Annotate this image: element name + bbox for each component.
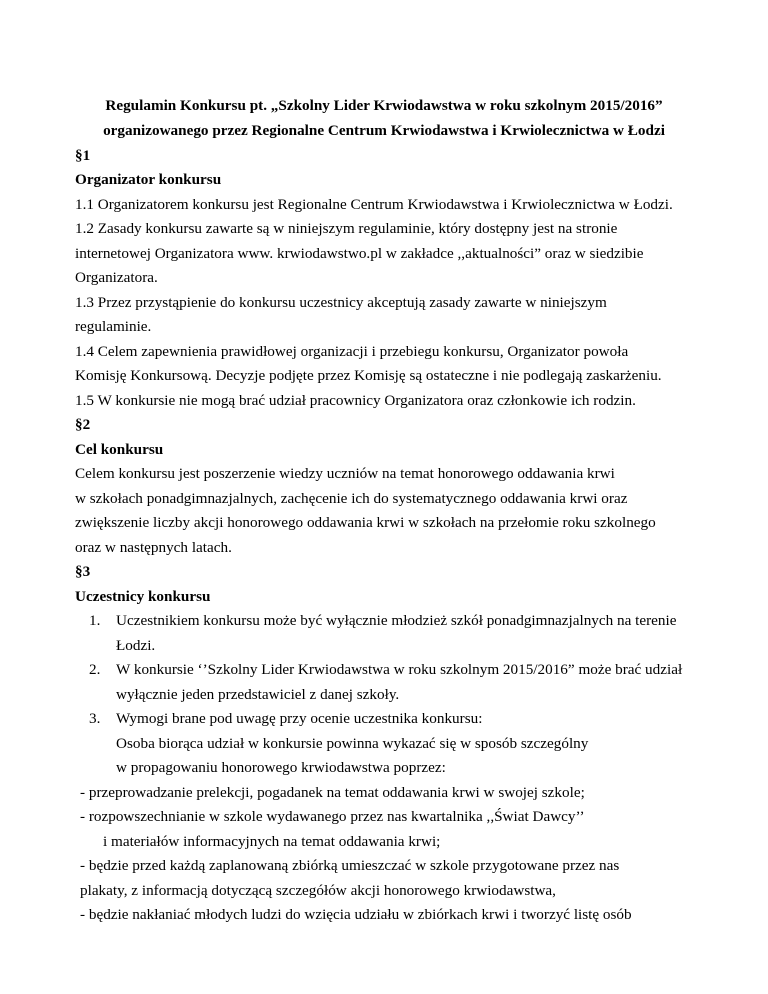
list-item-line: Wymogi brane pod uwagę przy ocenie uczestnika konkursu: — [116, 710, 483, 727]
list-item-line: Łodzi. — [116, 637, 156, 654]
list-item-line: Uczestnikiem konkursu może być wyłącznie młodzież szkół ponadgimnazjalnych na terenie — [116, 612, 677, 629]
section-2-heading: Cel konkursu — [75, 441, 164, 458]
section-1-paragraph-line: 1.5 W konkursie nie mogą brać udział pracownicy Organizatora oraz członkowie ich rodzin. — [75, 392, 636, 409]
bullet-line: plakaty, z informacją dotyczącą szczegółów akcji honorowego krwiodawstwa, — [80, 882, 556, 899]
section-1-paragraph-line: Komisję Konkursową. Decyzje podjęte przez Komisję są ostateczne i nie podlegają zaskarżeniu. — [75, 367, 662, 384]
document-title-line-2: organizowanego przez Regionalne Centrum Krwiodawstwa i Krwiolecznictwa w Łodzi — [103, 122, 665, 139]
section-2-paragraph-line: w szkołach ponadgimnazjalnych, zachęcenie ich do systematycznego oddawania krwi oraz — [75, 490, 628, 507]
section-2-paragraph-line: oraz w następnych latach. — [75, 539, 232, 556]
list-item-line: wyłącznie jeden przedstawiciel z danej szkoły. — [116, 686, 400, 703]
section-1-paragraph-line: regulaminie. — [75, 318, 152, 335]
section-1-paragraph-line: 1.4 Celem zapewnienia prawidłowej organizacji i przebiegu konkursu, Organizator powoła — [75, 343, 629, 360]
bullet-line: - rozpowszechnianie w szkole wydawanego przez nas kwartalnika ,,Świat Dawcy’’ — [80, 808, 585, 825]
section-2-mark: §2 — [75, 416, 91, 433]
list-item-line: W konkursie ‘’Szkolny Lider Krwiodawstwa w roku szkolnym 2015/2016” może brać udział — [116, 661, 683, 678]
bullet-line: - będzie przed każdą zaplanowaną zbiórką umieszczać w szkole przygotowane przez nas — [80, 857, 620, 874]
list-item-line: w propagowaniu honorowego krwiodawstwa poprzez: — [116, 759, 446, 776]
section-2-paragraph-line: Celem konkursu jest poszerzenie wiedzy uczniów na temat honorowego oddawania krwi — [75, 465, 615, 482]
list-item-line: Osoba biorąca udział w konkursie powinna wykazać się w sposób szczególny — [116, 735, 589, 752]
section-1-mark: §1 — [75, 147, 91, 164]
section-1-paragraph-line: 1.1 Organizatorem konkursu jest Regionalne Centrum Krwiodawstwa i Krwiolecznictwa w Łodzi. — [75, 196, 673, 213]
section-1-paragraph-line: Organizatora. — [75, 269, 158, 286]
section-1-paragraph-line: 1.3 Przez przystąpienie do konkursu uczestnicy akceptują zasady zawarte w niniejszym — [75, 294, 607, 311]
list-item-number: 1. — [89, 612, 101, 629]
bullet-line: - przeprowadzanie prelekcji, pogadanek na temat oddawania krwi w swojej szkole; — [80, 784, 585, 801]
section-2-paragraph-line: zwiększenie liczby akcji honorowego oddawania krwi w szkołach na przełomie roku szkolnego — [75, 514, 656, 531]
section-1-paragraph-line: internetowej Organizatora www. krwiodawstwo.pl w zakładce ,,aktualności” oraz w siedzibie — [75, 245, 644, 262]
bullet-line: - będzie nakłaniać młodych ludzi do wzięcia udziału w zbiórkach krwi i tworzyć listę osób — [80, 906, 632, 923]
section-1-heading: Organizator konkursu — [75, 171, 222, 188]
section-3-heading: Uczestnicy konkursu — [75, 588, 211, 605]
list-item-number: 3. — [89, 710, 101, 727]
section-3-mark: §3 — [75, 563, 91, 580]
bullet-line: i materiałów informacyjnych na temat oddawania krwi; — [103, 833, 441, 850]
section-1-paragraph-line: 1.2 Zasady konkursu zawarte są w niniejszym regulaminie, który dostępny jest na stronie — [75, 220, 618, 237]
list-item-number: 2. — [89, 661, 101, 678]
document-title-line-1: Regulamin Konkursu pt. „Szkolny Lider Krwiodawstwa w roku szkolnym 2015/2016” — [105, 97, 663, 114]
